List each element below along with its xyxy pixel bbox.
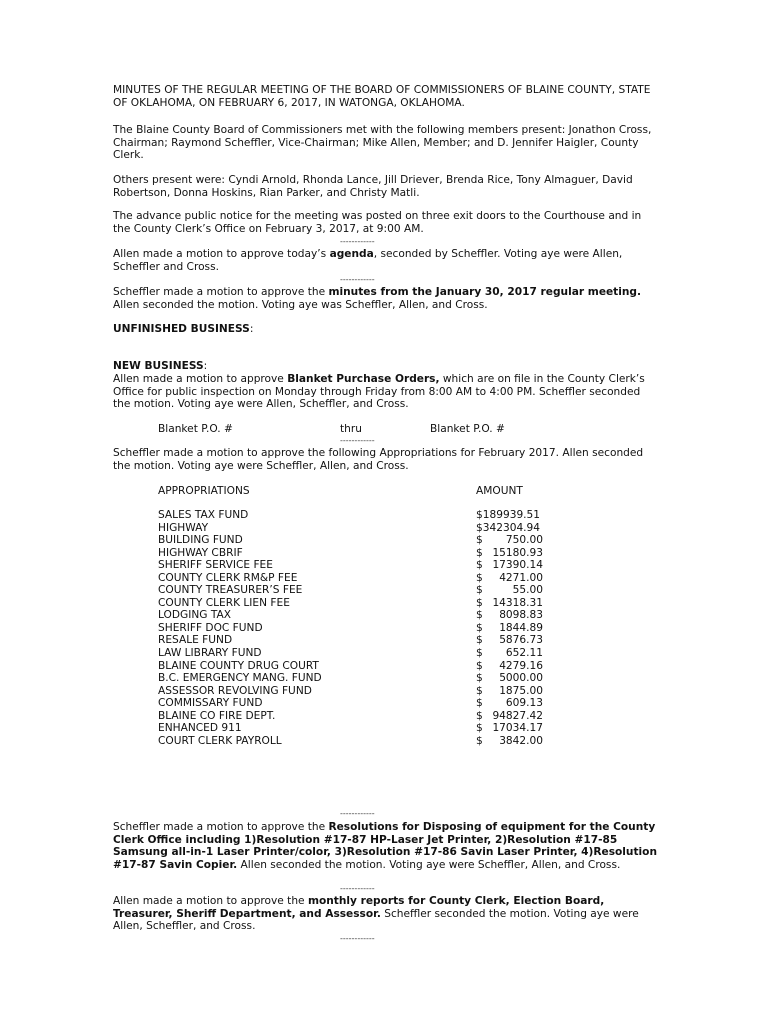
appropriation-row	[158, 672, 558, 685]
fund-amount: 14318.31	[492, 596, 543, 609]
dollar-sign: $	[476, 709, 483, 722]
appropriation-row	[158, 660, 558, 673]
dollar-sign: $	[476, 684, 483, 697]
fund-amount: 17034.17	[492, 722, 543, 735]
fund-name: COUNTY CLERK LIEN FEE	[158, 596, 290, 609]
appropriations-header	[158, 485, 558, 498]
appropriation-row	[158, 584, 558, 597]
fund-name: SHERIFF DOC FUND	[158, 621, 263, 634]
appropriation-row	[158, 685, 558, 698]
new-business-heading: NEW BUSINESS:	[113, 360, 208, 372]
fund-amount: 8098.83	[499, 609, 543, 622]
blanket-po-motion-paragraph: Allen made a motion to approve Blanket Purchase Orders, which are on file in the County Clerk’s Office for public inspection on Monday through Friday from 8:00 AM to 4:00 PM. Scheffler seconded the motion. Voting aye were Allen, Scheffler, and Cross.	[113, 373, 645, 411]
minutes-motion-paragraph: Scheffler made a motion to approve the minutes from the January 30, 2017 regular meeting. Allen seconded the motion. Voting aye was Scheffler, Allen, and Cross.	[113, 286, 642, 311]
separator: ------------	[340, 884, 375, 893]
members-present-paragraph: The Blaine County Board of Commissioners met with the following members present: Jonathon Cross, Chairman; Raymond Scheffler, Vice-Chairman; Mike Allen, Member; and D. Jennifer Haigler, County Clerk.	[113, 124, 652, 162]
fund-name: HIGHWAY CBRIF	[158, 546, 243, 559]
fund-name: BUILDING FUND	[158, 534, 243, 547]
appropriation-row	[158, 509, 558, 522]
fund-name: BLAINE CO FIRE DEPT.	[158, 709, 276, 722]
fund-name: ENHANCED 911	[158, 722, 242, 735]
appropriations-motion-paragraph: Scheffler made a motion to approve the following Appropriations for February 2017. Allen seconded the motion. Voting aye were Scheffler, Allen, and Cross.	[113, 447, 644, 472]
fund-name: COUNTY CLERK RM&P FEE	[158, 571, 298, 584]
blanket-po-range	[113, 423, 658, 436]
fund-name: COURT CLERK PAYROLL	[158, 734, 282, 747]
separator: ------------	[340, 436, 375, 445]
dollar-sign: $	[476, 697, 483, 710]
appropriation-row	[158, 634, 558, 647]
agenda-motion-paragraph: Allen made a motion to approve today’s agenda, seconded by Scheffler. Voting aye were Allen, Scheffler and Cross.	[113, 248, 623, 273]
resolutions-motion-paragraph: Scheffler made a motion to approve the Resolutions for Disposing of equipment for the County Clerk Office including 1)Resolution #17-87 HP-Laser Jet Printer, 2)Resolution #17-85 Samsung all-in-1 Laser Printer/color, 3)Resolution #17-86 Savin Laser Printer, 4)Resolution #17-87 Savin Copier. Allen seconded the motion. Voting aye were Scheffler, Allen, and Cross.	[113, 821, 657, 871]
separator: ------------	[340, 809, 375, 818]
fund-amount: 3842.00	[499, 734, 543, 747]
fund-amount: 4279.16	[499, 659, 543, 672]
fund-amount: 5876.73	[499, 634, 543, 647]
blanket-po-start: Blanket P.O. #	[158, 423, 233, 435]
dollar-sign: $	[476, 672, 483, 685]
fund-amount: $342304.94	[476, 521, 541, 534]
fund-amount: 15180.93	[492, 546, 543, 559]
blanket-po-thru: thru	[340, 423, 362, 435]
fund-amount: 1844.89	[499, 621, 543, 634]
fund-amount: 750.00	[505, 534, 543, 547]
appropriation-row	[158, 522, 558, 535]
blanket-po-end: Blanket P.O. #	[430, 423, 505, 435]
fund-name: LAW LIBRARY FUND	[158, 647, 262, 660]
fund-amount: $189939.51	[476, 509, 541, 521]
separator: ------------	[340, 237, 375, 246]
appropriations-column-header: APPROPRIATIONS	[158, 485, 250, 497]
others-present-paragraph: Others present were: Cyndi Arnold, Rhonda Lance, Jill Driever, Brenda Rice, Tony Almaguer, David Robertson, Donna Hoskins, Rian Parker, and Christy Matli.	[113, 174, 633, 199]
reports-motion-paragraph: Allen made a motion to approve the monthly reports for County Clerk, Election Board, Treasurer, Sheriff Department, and Assessor. Scheffler seconded the motion. Voting aye were Allen, Scheffler, and Cross.	[113, 895, 639, 933]
fund-name: ASSESSOR REVOLVING FUND	[158, 684, 312, 697]
appropriation-row	[158, 697, 558, 710]
dollar-sign: $	[476, 634, 483, 647]
appropriation-row	[158, 597, 558, 610]
fund-amount: 1875.00	[499, 684, 543, 697]
dollar-sign: $	[476, 571, 483, 584]
fund-amount: 652.11	[505, 647, 543, 660]
fund-name: RESALE FUND	[158, 634, 233, 647]
dollar-sign: $	[476, 559, 483, 572]
appropriation-row	[158, 622, 558, 635]
fund-amount: 94827.42	[492, 709, 543, 722]
dollar-sign: $	[476, 621, 483, 634]
document-title: MINUTES OF THE REGULAR MEETING OF THE BOARD OF COMMISSIONERS OF BLAINE COUNTY, STATE OF OKLAHOMA, ON FEBRUARY 6, 2017, IN WATONGA, OKLAHOMA.	[113, 84, 651, 109]
dollar-sign: $	[476, 659, 483, 672]
dollar-sign: $	[476, 647, 483, 660]
amount-column-header: AMOUNT	[476, 485, 523, 497]
separator: ------------	[340, 934, 375, 943]
appropriation-row	[158, 647, 558, 660]
fund-amount: 17390.14	[492, 559, 543, 572]
appropriation-row	[158, 609, 558, 622]
fund-amount: 609.13	[505, 697, 543, 710]
fund-name: HIGHWAY	[158, 521, 209, 534]
fund-name: COUNTY TREASURER’S FEE	[158, 584, 303, 597]
dollar-sign: $	[476, 584, 483, 597]
appropriation-row	[158, 572, 558, 585]
fund-name: SHERIFF SERVICE FEE	[158, 559, 273, 572]
fund-name: LODGING TAX	[158, 609, 232, 622]
appropriation-row	[158, 559, 558, 572]
appropriation-row	[158, 547, 558, 560]
separator: ------------	[340, 275, 375, 284]
unfinished-business-heading: UNFINISHED BUSINESS:	[113, 323, 254, 335]
dollar-sign: $	[476, 722, 483, 735]
public-notice-paragraph: The advance public notice for the meeting was posted on three exit doors to the Courthouse and in the County Clerk’s Office on February 3, 2017, at 9:00 AM.	[113, 210, 642, 235]
fund-name: BLAINE COUNTY DRUG COURT	[158, 659, 319, 672]
fund-name: SALES TAX FUND	[158, 509, 249, 521]
appropriation-row	[158, 710, 558, 723]
fund-amount: 5000.00	[499, 672, 543, 685]
appropriation-row	[158, 722, 558, 735]
fund-name: B.C. EMERGENCY MANG. FUND	[158, 672, 322, 685]
dollar-sign: $	[476, 596, 483, 609]
dollar-sign: $	[476, 734, 483, 747]
appropriations-table	[158, 509, 558, 747]
dollar-sign: $	[476, 546, 483, 559]
appropriation-row	[158, 735, 558, 748]
dollar-sign: $	[476, 609, 483, 622]
fund-amount: 4271.00	[499, 571, 543, 584]
appropriation-row	[158, 534, 558, 547]
dollar-sign: $	[476, 534, 483, 547]
fund-amount: 55.00	[512, 584, 543, 597]
fund-name: COMMISSARY FUND	[158, 697, 263, 710]
